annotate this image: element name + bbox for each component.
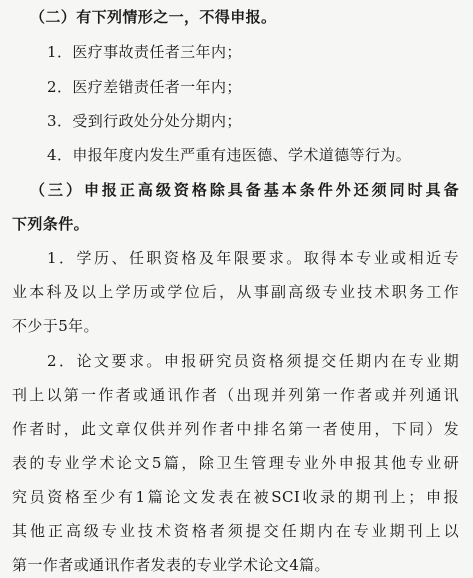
section-3-heading-line-1: （三）申报正高级资格除具备基本条件外还须同时具备 (30, 181, 459, 199)
para-2-line-6: 其他正高级专业技术资格者须提交任期内在专业期刊上以 (12, 522, 459, 540)
para-2-line-1: 2．论文要求。申报研究员资格须提交任期内在专业期 (47, 352, 459, 370)
para-1-line-2: 业本科及以上学历或学位后，从事副高级专业技术职务工作 (12, 283, 459, 301)
para-1-line-1: 1．学历、任职资格及年限要求。取得本专业或相近专 (47, 249, 459, 267)
section-2-item-3: 3．受到行政处分处分期内； (47, 112, 242, 130)
section-2-item-1: 1．医疗事故责任者三年内； (47, 43, 242, 61)
section-2-item-2: 2．医疗差错责任者一年内； (47, 78, 242, 96)
para-2-line-7: 第一作者或通讯作者发表的专业学术论文4篇。 (12, 556, 330, 574)
section-2-item-4: 4．申报年度内发生严重有违医德、学术道德等行为。 (47, 146, 412, 164)
para-2-line-2: 刊上以第一作者或通讯作者（出现并列第一作者或并列通讯 (12, 386, 459, 404)
para-2-line-5: 究员资格至少有1篇论文发表在被SCI收录的期刊上；申报 (12, 488, 459, 506)
section-2-heading: （二）有下列情形之一，不得申报。 (30, 8, 277, 26)
para-1-line-3: 不少于5年。 (12, 317, 99, 335)
para-2-line-4: 表的专业学术论文5篇，除卫生管理专业外申报其他专业研 (12, 454, 459, 472)
section-3-heading-line-2: 下列条件。 (12, 215, 90, 233)
para-2-line-3: 作者时，此文章仅供并列作者中排名第一者使用，下同）发 (12, 420, 459, 438)
